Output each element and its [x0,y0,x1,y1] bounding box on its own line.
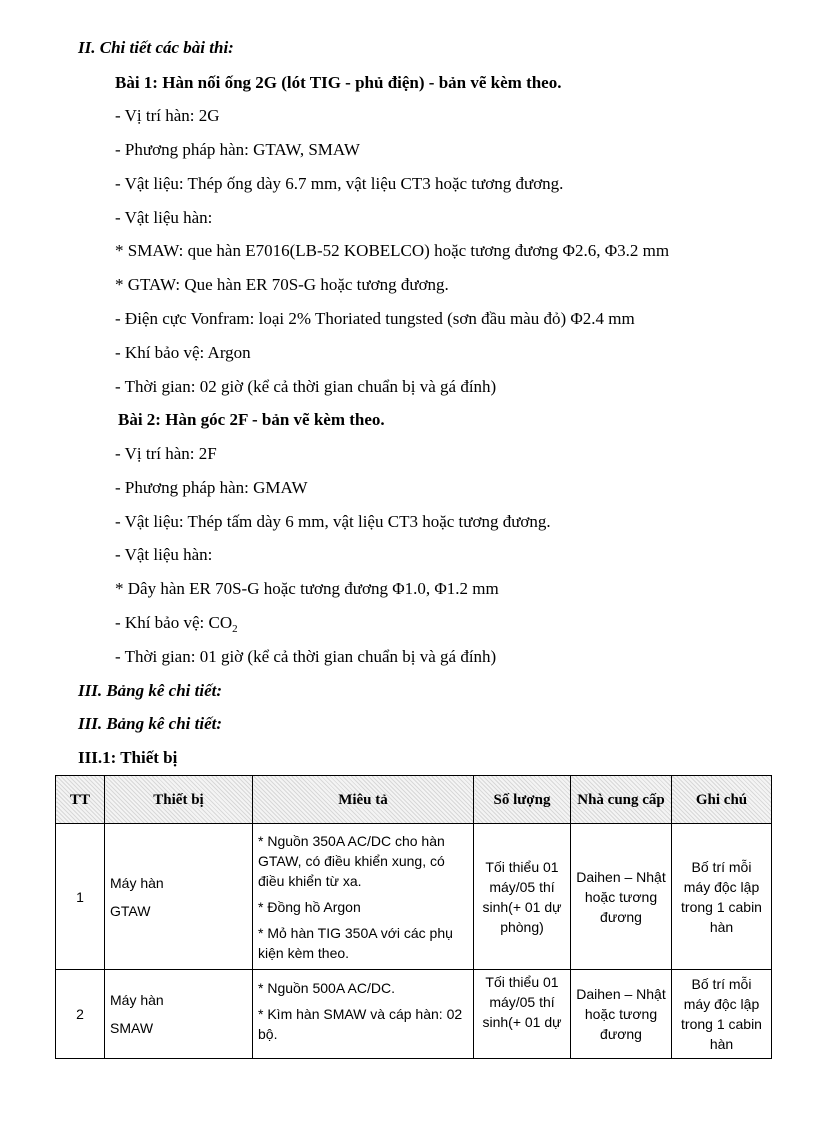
ex2-line: - Vị trí hàn: 2F [115,444,217,463]
cell-tt: 1 [56,824,105,970]
device-line: SMAW [110,1020,154,1036]
device-line: Máy hàn [110,874,164,891]
desc-item: * Đồng hồ Argon [258,898,361,915]
cell-note: Bố trí mỗi máy độc lập trong 1 cabin hàn [672,970,772,1059]
section-3-1-heading: III.1: Thiết bị [78,748,178,767]
quantity-text: Tối thiểu 01 máy/05 thí sinh(+ 01 dự [482,974,562,1030]
ex2-line: - Vật liệu: Thép tấm dày 6 mm, vật liệu CT3 hoặc tương đương. [115,512,551,531]
cell-description [253,824,474,970]
cell-supplier: Daihen – Nhật hoặc tương đương [571,824,672,970]
ex1-line: - Vị trí hàn: 2G [115,106,220,125]
cell-quantity: Tối thiểu 01 máy/05 thí sinh(+ 01 dự phòng) [474,824,571,970]
ex1-line: - Vật liệu: Thép ống dày 6.7 mm, vật liệu CT3 hoặc tương đương. [115,174,564,193]
desc-item: * Nguồn 500A AC/DC. [258,980,395,996]
table-header-row [56,776,772,824]
ex2-line: * Dây hàn ER 70S-G hoặc tương đương Φ1.0, Φ1.2 mm [115,579,499,598]
section-3-heading-repeat: III. Bảng kê chi tiết: [78,714,223,733]
ex1-line: - Thời gian: 02 giờ (kể cả thời gian chuẩn bị và gá đính) [115,377,497,396]
cell-note: Bố trí mỗi máy độc lập trong 1 cabin hàn [672,824,772,970]
table-row [56,970,772,1059]
desc-item: * Kìm hàn SMAW và cáp hàn: 02 bộ. [258,1006,463,1042]
ex1-line: - Điện cực Vonfram: loại 2% Thoriated tungsted (sơn đầu màu đỏ) Φ2.4 mm [115,309,635,328]
desc-item: * Nguồn 350A AC/DC cho hàn GTAW, có điều khiển xung, có điều khiển từ xa. [258,832,445,889]
ex1-line: - Khí bảo vệ: Argon [115,343,251,362]
cell-device [105,824,253,970]
ex2-line: - Vật liệu hàn: [115,545,213,564]
header-note: Ghi chú [672,776,772,824]
header-supplier: Nhà cung cấp [571,776,672,824]
section-3-heading: III. Bảng kê chi tiết: [78,681,223,700]
ex2-gas-subscript: 2 [232,623,238,635]
cell-tt: 2 [56,970,105,1059]
ex2-line: - Phương pháp hàn: GMAW [115,478,308,497]
ex1-line: * SMAW: que hàn E7016(LB-52 KOBELCO) hoặc tương đương Φ2.6, Φ3.2 mm [115,241,670,260]
cell-device [105,970,253,1059]
cell-supplier: Daihen – Nhật hoặc tương đương [571,970,672,1059]
ex1-line: * GTAW: Que hàn ER 70S-G hoặc tương đương. [115,275,449,294]
device-line: Máy hàn [110,992,164,1008]
ex2-gas-line [115,613,238,633]
header-description: Miêu tả [253,776,474,824]
exercise-2-title: Bài 2: Hàn góc 2F - bản vẽ kèm theo. [118,410,385,429]
header-tt: TT [56,776,105,824]
cell-description [253,970,474,1059]
device-line: GTAW [110,902,151,919]
ex1-line: - Phương pháp hàn: GTAW, SMAW [115,140,360,159]
ex2-gas-text: - Khí bảo vệ: CO [115,613,233,632]
table-row [56,824,772,970]
desc-item: * Mỏ hàn TIG 350A với các phụ kiện kèm theo. [258,924,453,961]
header-device: Thiết bị [105,776,253,824]
exercise-1-title: Bài 1: Hàn nối ống 2G (lót TIG - phủ điện) - bản vẽ kèm theo. [115,73,562,92]
section-2-heading: II. Chi tiết các bài thi: [78,38,234,57]
header-quantity: Số lượng [474,776,571,824]
ex1-line: - Vật liệu hàn: [115,208,213,227]
equipment-table [55,775,772,1059]
cell-quantity [474,970,571,1059]
ex2-time-line: - Thời gian: 01 giờ (kể cả thời gian chuẩn bị và gá đính) [115,647,497,666]
